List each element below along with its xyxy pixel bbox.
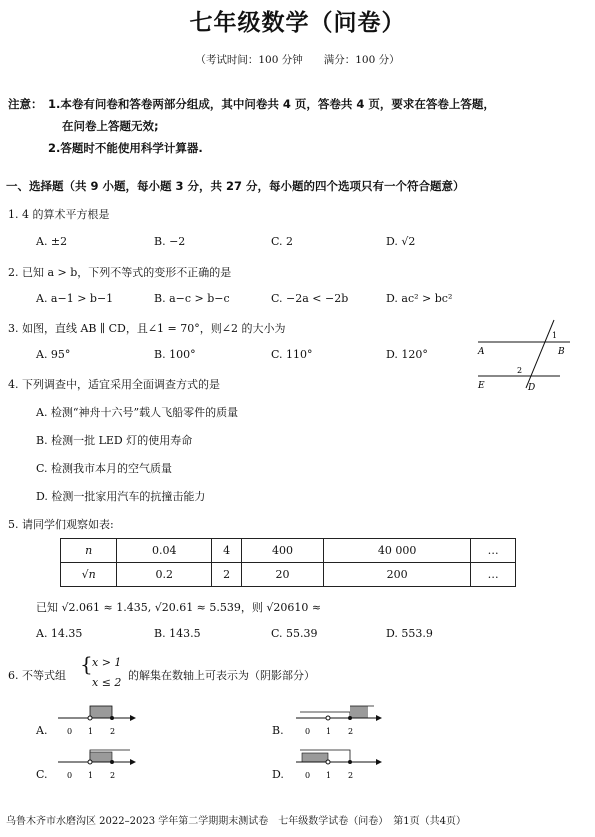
table-cell: 40 000 <box>324 539 471 563</box>
q4-option-b: B. 检测一批 LED 灯的使用寿命 <box>36 434 193 447</box>
shaded-region <box>90 706 112 718</box>
tick-label: 2 <box>110 771 116 780</box>
tick-label: 1 <box>88 771 94 780</box>
q2-option-b: B. a−c > b−c <box>154 292 230 305</box>
q2-option-a: A. a−1 > b−1 <box>36 292 114 305</box>
shaded-region <box>90 752 112 762</box>
q6-option-d-label: D. <box>272 768 284 781</box>
q4-stem: 4. 下列调查中，适宜采用全面调查方式的是 <box>8 378 220 391</box>
tick-label: 2 <box>348 727 354 736</box>
q1-option-c: C. 2 <box>271 235 294 248</box>
label-b: B <box>558 347 565 357</box>
q3-option-a: A. 95° <box>36 348 71 361</box>
q5-option-b: B. 143.5 <box>154 627 201 640</box>
table-cell: 0.2 <box>117 563 212 587</box>
table-row <box>61 539 516 563</box>
numberline-b <box>294 700 384 740</box>
q1-option-d: D. √2 <box>386 235 416 248</box>
tick-label: 2 <box>110 727 116 736</box>
table-cell: 200 <box>324 563 471 587</box>
table-row <box>61 563 516 587</box>
page-footer: 乌鲁木齐市水磨沟区 2022–2023 学年第二学期期末测试卷 七年级数学试卷（问卷） 第1页（共4页） <box>6 816 466 827</box>
notice-line-3: 2.答题时不能使用科学计算器. <box>48 141 203 155</box>
tick-label: 2 <box>348 771 354 780</box>
q6-inequality-1: x > 1 <box>92 656 122 669</box>
q2-option-c: C. −2a < −2b <box>271 292 349 305</box>
section-heading: 一、选择题（共 9 小题，每小题 3 分，共 27 分，每小题的四个选项只有一个符合题意） <box>6 179 465 193</box>
q1-option-b: B. −2 <box>154 235 186 248</box>
table-cell: 20 <box>242 563 324 587</box>
q3-option-d: D. 120° <box>386 348 428 361</box>
q5-given: 已知 √2.061 ≈ 1.435, √20.61 ≈ 5.539，则 √20610 ≈ <box>36 601 322 614</box>
tick-label: 1 <box>326 727 332 736</box>
q3-stem: 3. 如图，直线 AB ∥ CD，且∠1 = 70°，则∠2 的大小为 <box>8 322 286 335</box>
angle-2-label: 2 <box>517 366 523 375</box>
numberline-c <box>56 744 136 784</box>
label-d: D <box>528 383 536 393</box>
q6-stem-suffix: 的解集在数轴上可表示为（阴影部分） <box>128 669 315 682</box>
label-e: E <box>478 381 485 391</box>
q1-option-a: A. ±2 <box>36 235 68 248</box>
notice-line-2: 在问卷上答题无效; <box>62 119 159 133</box>
brace-icon: { <box>80 652 93 676</box>
table-cell: … <box>471 539 516 563</box>
table-cell: 400 <box>242 539 324 563</box>
notice-line-1: 1.本卷有问卷和答卷两部分组成，其中问卷共 4 页，答卷共 4 页，要求在答卷上答题， <box>48 97 495 111</box>
table-cell: 0.04 <box>117 539 212 563</box>
q1-stem: 1. 4 的算术平方根是 <box>8 208 110 221</box>
q5-option-a: A. 14.35 <box>36 627 83 640</box>
q3-option-b: B. 100° <box>154 348 196 361</box>
q6-option-a-label: A. <box>36 724 48 737</box>
q4-option-d: D. 检测一批家用汽车的抗撞击能力 <box>36 490 206 503</box>
table-cell: 4 <box>212 539 242 563</box>
tick-label: 0 <box>305 727 311 736</box>
label-a: A <box>478 347 485 357</box>
q6-stem-prefix: 6. 不等式组 <box>8 669 66 682</box>
q5-stem: 5. 请同学们观察如表: <box>8 518 114 531</box>
page-title: 七年级数学（问卷） <box>189 9 406 36</box>
tick-label: 0 <box>67 727 73 736</box>
numberline-d <box>294 744 384 784</box>
table-cell: … <box>471 563 516 587</box>
shaded-region <box>350 706 368 718</box>
q2-stem: 2. 已知 a > b，下列不等式的变形不正确的是 <box>8 266 232 279</box>
tick-label: 1 <box>326 771 332 780</box>
q6-inequality-2: x ≤ 2 <box>92 676 122 689</box>
q5-option-c: C. 55.39 <box>271 627 318 640</box>
q4-option-a: A. 检测“神舟十六号”载人飞船零件的质量 <box>36 406 239 419</box>
q6-option-c-label: C. <box>36 768 48 781</box>
q4-option-c: C. 检测我市本月的空气质量 <box>36 462 173 475</box>
notice-label: 注意： <box>8 97 43 111</box>
q5-option-d: D. 553.9 <box>386 627 433 640</box>
transversal <box>526 320 554 388</box>
angle-1-label: 1 <box>552 331 558 340</box>
exam-info: （考试时间：100 分钟 满分：100 分） <box>195 54 400 66</box>
numberline-a <box>56 700 136 740</box>
tick-label: 0 <box>305 771 311 780</box>
q6-option-b-label: B. <box>272 724 284 737</box>
table-cell: √n <box>61 563 117 587</box>
tick-label: 0 <box>67 771 73 780</box>
table-cell: n <box>61 539 117 563</box>
table-cell: 2 <box>212 563 242 587</box>
q3-option-c: C. 110° <box>271 348 313 361</box>
q2-option-d: D. ac² > bc² <box>386 292 453 305</box>
shaded-region <box>302 753 328 762</box>
tick-label: 1 <box>88 727 94 736</box>
observation-table <box>60 538 516 587</box>
q3-figure <box>470 318 580 398</box>
